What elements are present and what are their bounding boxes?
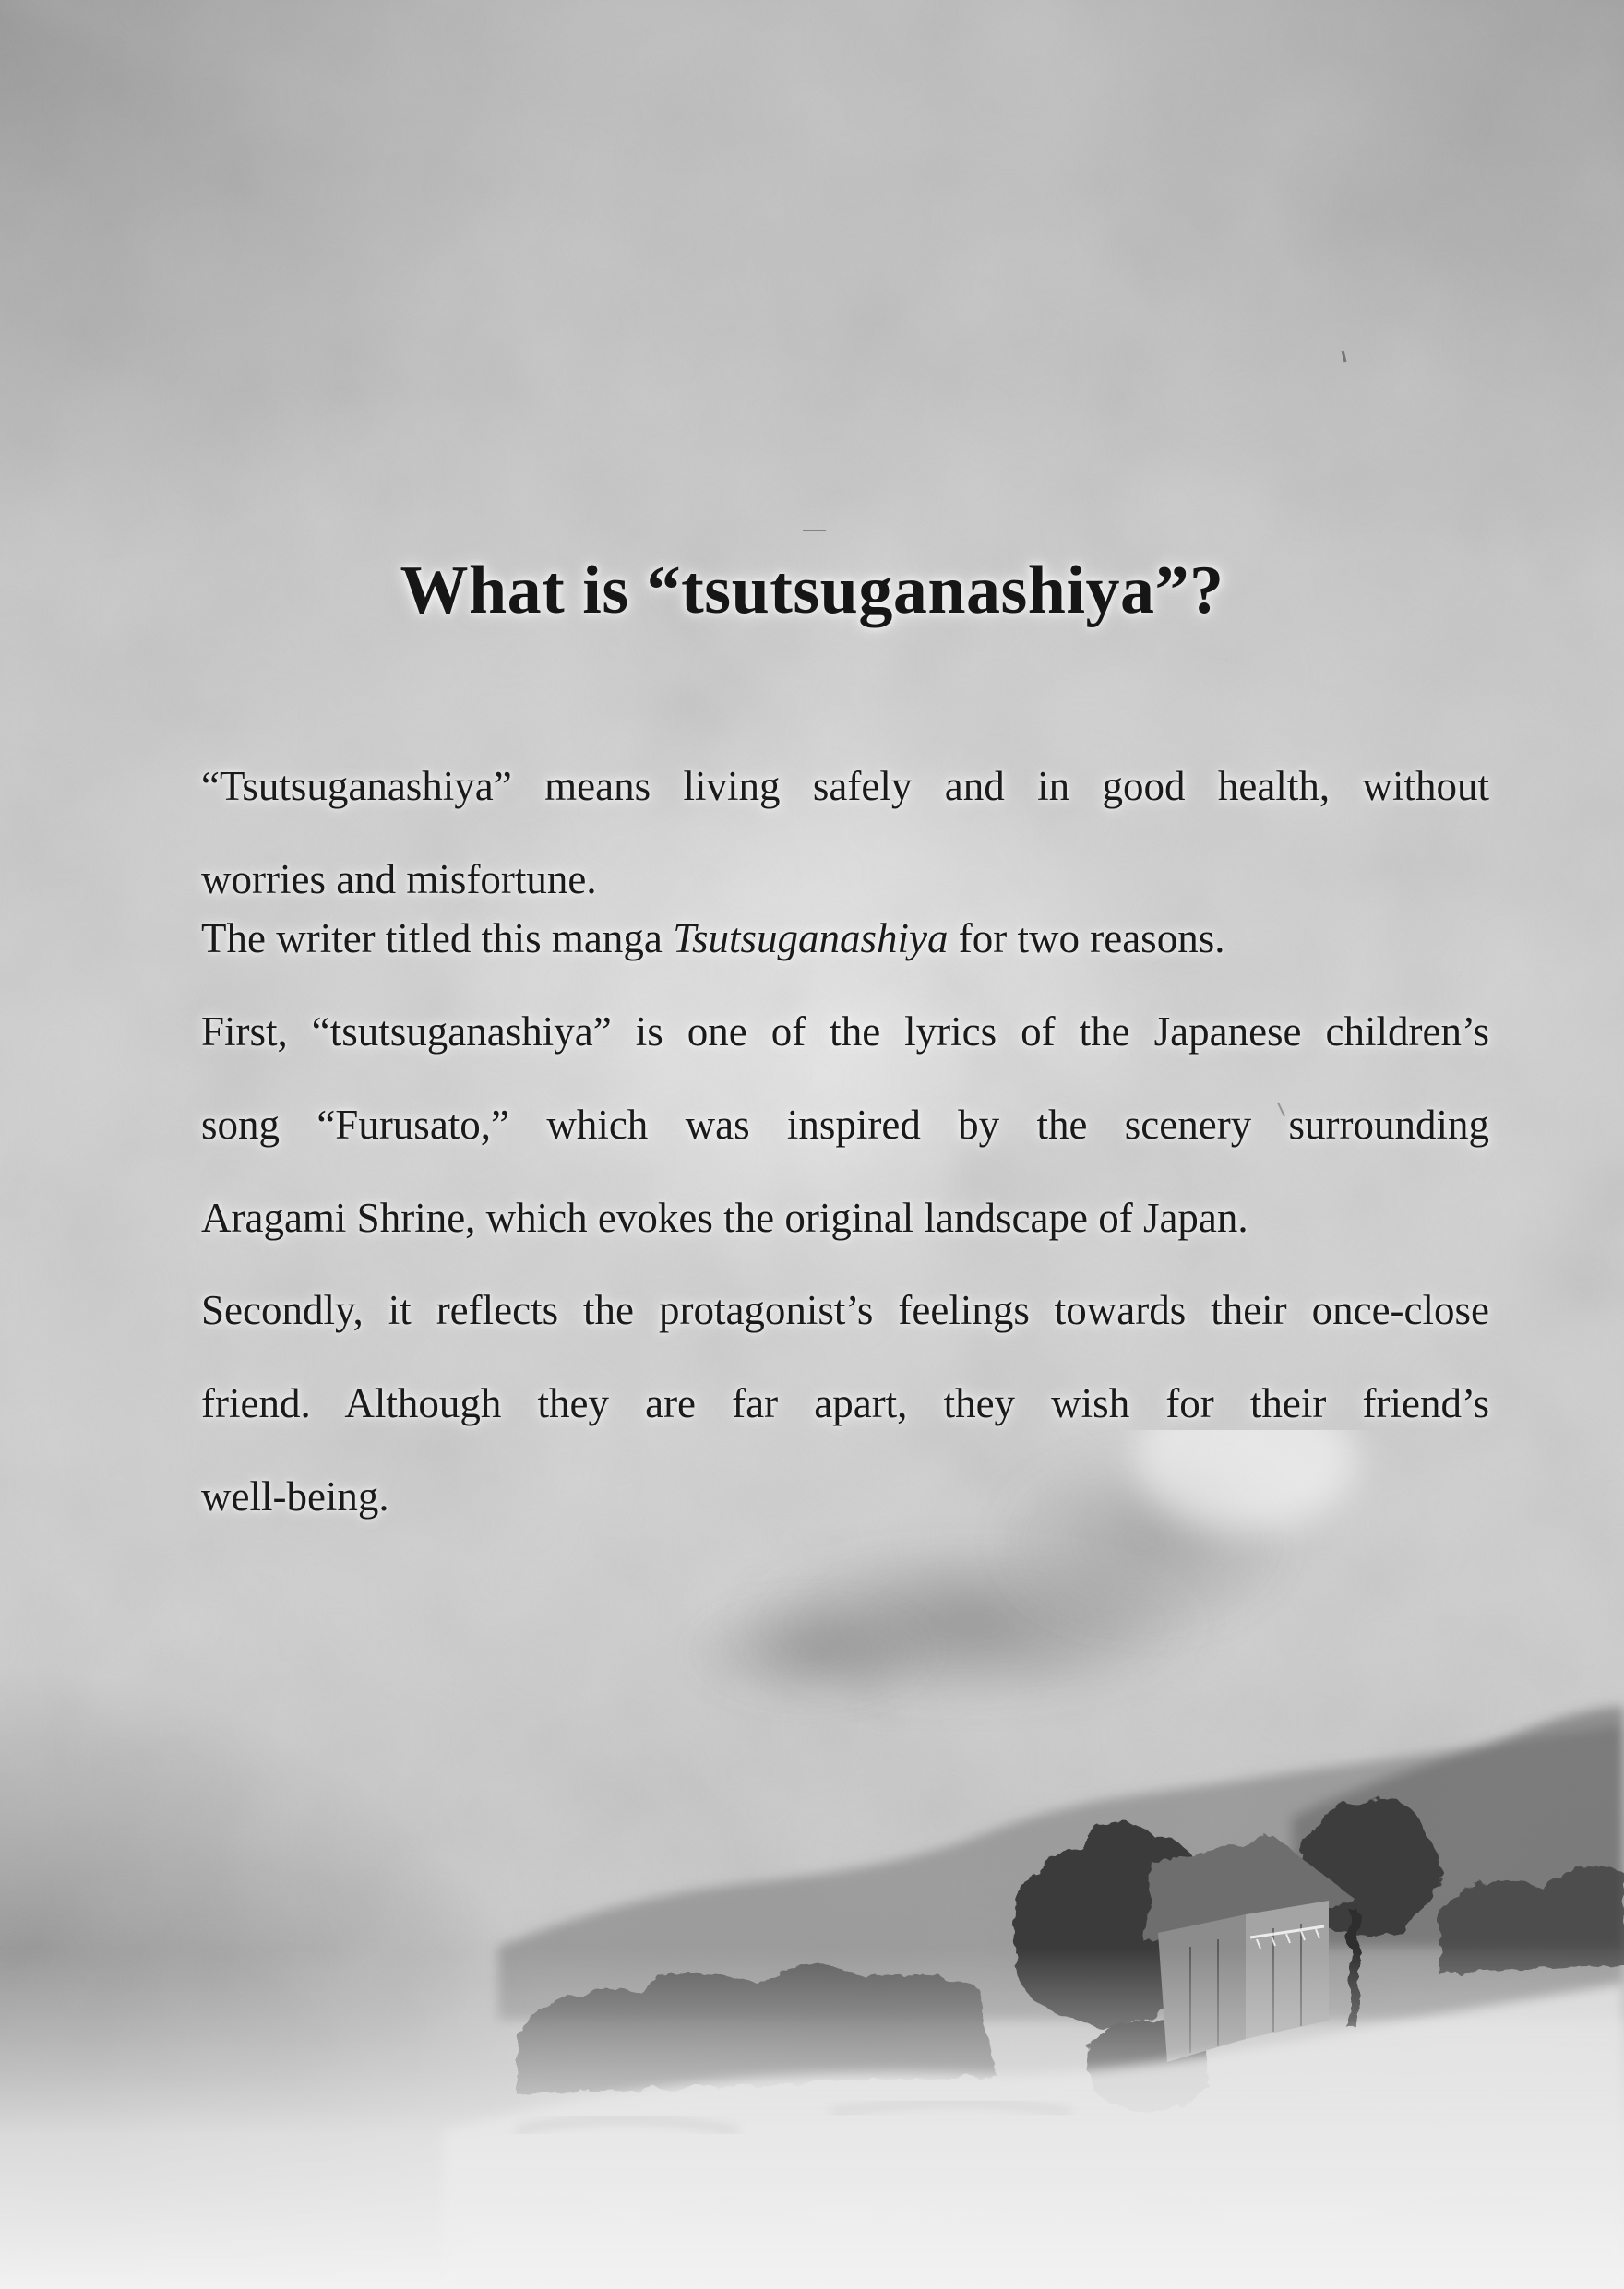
text-line xyxy=(201,909,1489,1002)
manga-title-italic: Tsutsuganashiya xyxy=(673,915,949,961)
clouds xyxy=(683,1430,1356,1707)
text-line: First, “tsutsuganashiya” is one of the lyrics of the Japanese children’s xyxy=(201,1008,1489,1055)
text-span: The writer titled this manga xyxy=(201,915,674,961)
page-title: What is “tsutsuganashiya”? xyxy=(400,553,1224,628)
text-span: for two reasons. xyxy=(948,915,1225,961)
ground-mist xyxy=(0,1947,1624,2289)
text-line: Aragami Shrine, which evokes the original landscape of Japan. xyxy=(201,1195,1248,1241)
text-line: friend. Although they are far apart, they wish for their friend’s xyxy=(201,1380,1489,1426)
text-line: worries and misfortune. xyxy=(201,856,597,902)
text-line: well-being. xyxy=(201,1473,389,1520)
text-line: song “Furusato,” which was inspired by the scenery surrounding xyxy=(201,1102,1489,1148)
shrine-landscape-illustration xyxy=(0,1430,1624,2289)
text-line: “Tsutsuganashiya” means living safely and in good health, without xyxy=(201,763,1489,809)
text-line: Secondly, it reflects the protagonist’s feelings towards their once-close xyxy=(201,1287,1489,1333)
